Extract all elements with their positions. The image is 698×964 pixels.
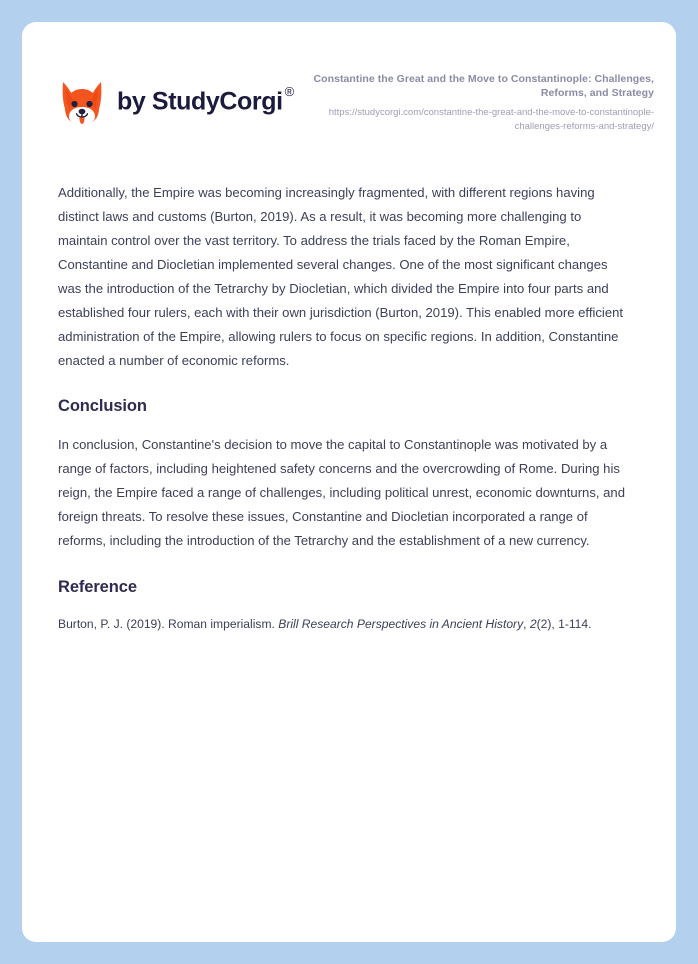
reference-volume: 2 [529, 616, 537, 631]
brand-logo-block [58, 70, 294, 128]
paragraph-conclusion: In conclusion, Constantine's decision to move the capital to Constantinople was motivated by a range of factors, including heightened safety concerns and the overcrowding of Rome. During his reign, the Empire faced a range of challenges, including political unrest, economic downturns, and foreign threats. To resolve these issues, Constantine and Diocletian incorporated a range of reforms, including the introduction of the Tetrarchy and the establishment of a new currency. [58, 437, 626, 549]
document-title: Constantine the Great and the Move to Constantinople: Challenges, Reforms, and Strategy [313, 73, 654, 100]
heading-conclusion: Conclusion [58, 397, 147, 416]
brand-name: by StudyCorgi ® [117, 84, 294, 116]
spacer [58, 597, 632, 612]
heading-reference: Reference [58, 577, 137, 596]
spacer [58, 554, 632, 578]
document-header [22, 22, 676, 134]
registered-trademark-icon: ® [284, 84, 294, 100]
corgi-face-icon [58, 76, 106, 128]
document-body [22, 181, 676, 636]
reference-entry [58, 612, 632, 636]
reference-issue-pages: (2), 1-114. [536, 616, 592, 631]
header-meta [309, 70, 654, 134]
document-source-url: https://studycorgi.com/constantine-the-great-and-the-move-to-constantinople-challenges-reforms-and-strategy/ [328, 106, 654, 132]
reference-comma: , [523, 616, 530, 631]
document-page-card [22, 22, 676, 942]
paragraph-additionally: Additionally, the Empire was becoming increasingly fragmented, with different regions having distinct laws and customs (Burton, 2019). As a result, it was becoming more challenging to maintain control over the vast territory. To address the trials faced by the Roman Empire, Constantine and Diocletian implemented several changes. One of the most significant changes was the introduction of the Tetrarchy by Diocletian, which divided the Empire into four parts and established four rulers, each with their own jurisdiction (Burton, 2019). This enabled more efficient administration of the Empire, allowing rulers to focus on specific regions. In addition, Constantine enacted a number of economic reforms. [58, 184, 624, 369]
spacer [58, 373, 632, 397]
spacer [58, 416, 632, 433]
reference-journal: Brill Research Perspectives in Ancient History [278, 616, 524, 631]
reference-author-title: Burton, P. J. (2019). Roman imperialism. [58, 616, 279, 631]
